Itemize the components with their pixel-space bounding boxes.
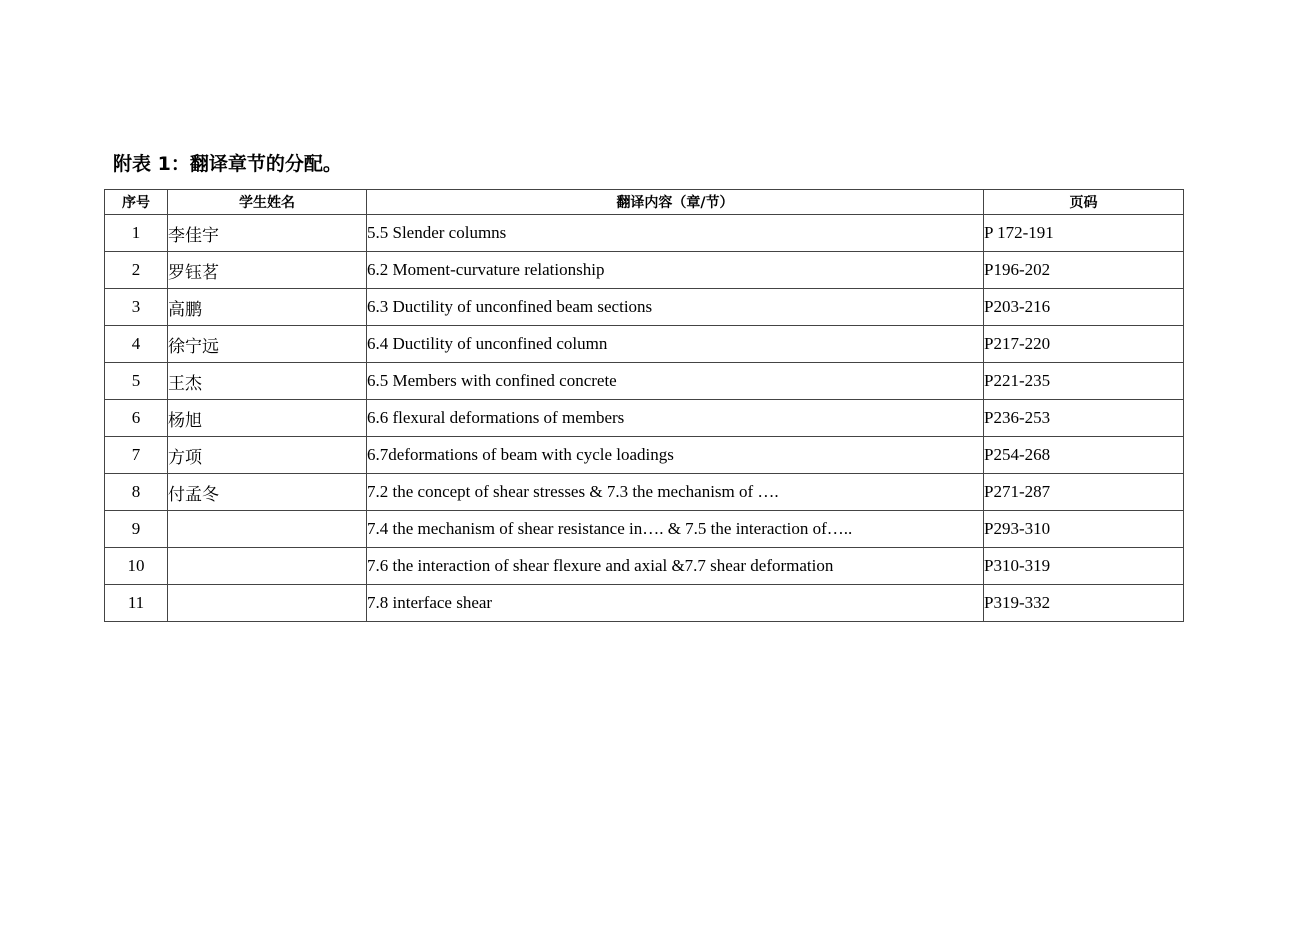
table-row [105,474,1184,511]
header-no: 序号 [105,190,168,215]
header-pages: 页码 [984,190,1184,215]
cell-pages: P236-253 [984,400,1184,437]
cell-content: 6.6 flexural deformations of members [367,400,984,437]
cell-no: 7 [105,437,168,474]
cell-name [168,585,367,622]
cell-no: 8 [105,474,168,511]
cell-content: 6.5 Members with confined concrete [367,363,984,400]
cell-no: 11 [105,585,168,622]
cell-pages: P221-235 [984,363,1184,400]
table-row [105,437,1184,474]
cell-content: 6.3 Ductility of unconfined beam sections [367,289,984,326]
cell-no: 6 [105,400,168,437]
cell-content: 6.4 Ductility of unconfined column [367,326,984,363]
table-row [105,326,1184,363]
cell-pages: P203-216 [984,289,1184,326]
cell-pages: P254-268 [984,437,1184,474]
cell-name [168,511,367,548]
cell-pages: P293-310 [984,511,1184,548]
cell-name: 李佳宇 [168,215,367,252]
cell-name: 方项 [168,437,367,474]
assignment-table [104,189,1184,622]
table-row [105,548,1184,585]
cell-content: 7.4 the mechanism of shear resistance in…. & 7.5 the interaction of….. [367,511,984,548]
cell-name: 高鹏 [168,289,367,326]
header-name: 学生姓名 [168,190,367,215]
header-content: 翻译内容（章/节） [367,190,984,215]
cell-content: 6.2 Moment-curvature relationship [367,252,984,289]
cell-pages: P 172-191 [984,215,1184,252]
cell-pages: P271-287 [984,474,1184,511]
cell-no: 4 [105,326,168,363]
table-row [105,585,1184,622]
table-row [105,363,1184,400]
document-title: 附表 1：翻译章节的分配。 [113,153,342,175]
table-header-row [105,190,1184,215]
cell-no: 10 [105,548,168,585]
cell-no: 2 [105,252,168,289]
cell-name: 杨旭 [168,400,367,437]
cell-content: 6.7deformations of beam with cycle loadings [367,437,984,474]
cell-content: 7.6 the interaction of shear flexure and axial &7.7 shear deformation [367,548,984,585]
cell-pages: P217-220 [984,326,1184,363]
cell-no: 5 [105,363,168,400]
table-row [105,400,1184,437]
table-row [105,252,1184,289]
cell-pages: P319-332 [984,585,1184,622]
cell-content: 5.5 Slender columns [367,215,984,252]
cell-content: 7.8 interface shear [367,585,984,622]
cell-name: 罗钰茗 [168,252,367,289]
table-row [105,511,1184,548]
cell-name [168,548,367,585]
cell-name: 王杰 [168,363,367,400]
cell-no: 9 [105,511,168,548]
table-row [105,215,1184,252]
cell-name: 徐宁远 [168,326,367,363]
cell-no: 3 [105,289,168,326]
cell-content: 7.2 the concept of shear stresses & 7.3 the mechanism of …. [367,474,984,511]
cell-pages: P310-319 [984,548,1184,585]
table-row [105,289,1184,326]
cell-name: 付孟冬 [168,474,367,511]
cell-pages: P196-202 [984,252,1184,289]
cell-no: 1 [105,215,168,252]
